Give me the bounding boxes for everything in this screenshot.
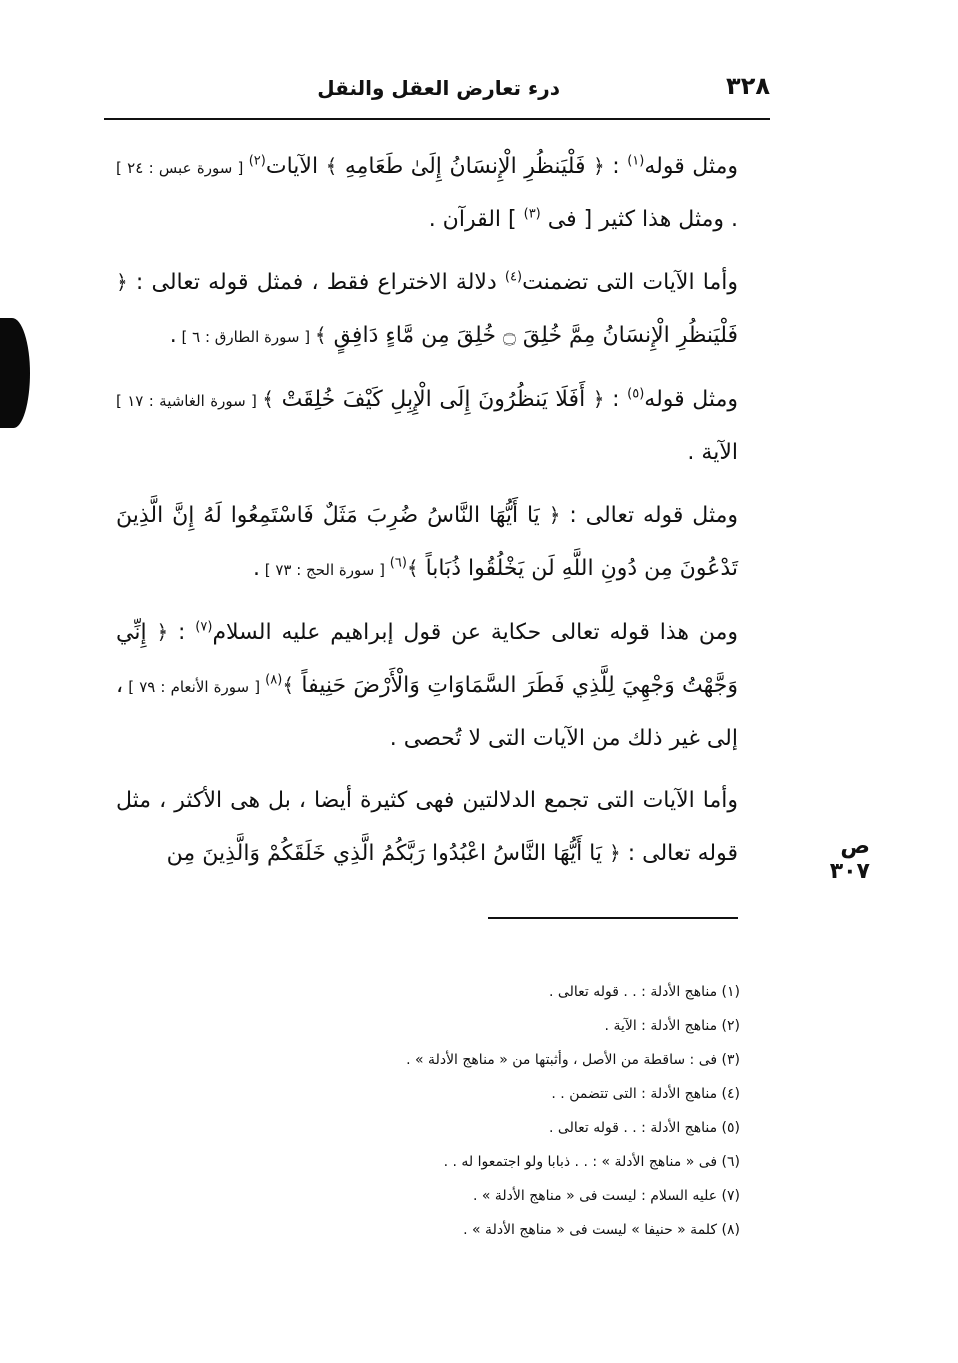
page-number: ٣٢٨ xyxy=(726,72,770,100)
paragraph-5 xyxy=(116,606,738,765)
text-run: : xyxy=(604,387,628,412)
footnote-marker: (٤) xyxy=(504,269,523,285)
margin-page-reference: ص ٣٠٧ xyxy=(829,834,870,884)
text-run: : xyxy=(168,620,196,645)
quran-bracket-close: ﴾ xyxy=(282,673,295,697)
page-header xyxy=(104,70,770,116)
quran-verse: فَلْيَنظُرِ الْإِنسَانُ إِلَىٰ طَعَامِهِ xyxy=(337,154,594,179)
paragraph-2 xyxy=(116,256,738,363)
quran-bracket-close: ﴾ xyxy=(314,323,327,347)
surah-reference: [ سورة الحج : ٧٣ ] xyxy=(259,561,390,579)
surah-reference: [ سورة عبس : ٢٤ ] xyxy=(116,159,249,177)
footnote-marker: (٧) xyxy=(195,619,213,635)
footnote-item: (٧) عليه السلام : ليست فى « مناهج الأدلة » . xyxy=(472,1188,740,1204)
paragraph-4 xyxy=(116,489,738,596)
footnote-item: (٥) مناهج الأدلة : . . قوله تعالى . xyxy=(549,1120,740,1136)
quran-verse: أَفَلَا يَنظُرُونَ إِلَى الْإِبِلِ كَيْفَ خُلِقَتْ xyxy=(273,387,593,412)
footnote-marker: (٨) xyxy=(265,672,283,688)
text-run: الآيات xyxy=(265,154,326,179)
text-run: ] القرآن . xyxy=(428,207,524,232)
quran-bracket-open: ﴿ xyxy=(609,841,621,865)
text-run: وأما الآيات التى تجمع الدلالتين فهى كثيرة أيضا ، بل هى الأكثر ، مثل قوله تعالى : xyxy=(116,788,738,866)
footnotes xyxy=(320,975,740,1247)
text-run: ومن هذا قوله تعالى حكاية عن قول إبراهيم عليه السلام xyxy=(212,620,738,645)
text-run: . xyxy=(169,323,177,348)
paragraph-3 xyxy=(116,373,738,479)
surah-reference: [ سورة الغاشية : ١٧ ] xyxy=(116,392,263,410)
text-run: . xyxy=(252,556,260,581)
footnote-item: (٤) مناهج الأدلة : التى تتضمن . . xyxy=(551,1086,740,1102)
text-run: . ومثل هذا كثير [ فى xyxy=(540,207,738,232)
text-run: ، إلى غير ذلك من الآيات التى لا تُحصى . xyxy=(116,673,738,751)
footnote-marker: (٦) xyxy=(389,555,407,571)
text-run: وأما الآيات التى تضمنت xyxy=(522,270,738,295)
running-title: درء تعارض العقل والنقل xyxy=(317,76,560,100)
main-text xyxy=(116,140,738,890)
footnote-marker: (١) xyxy=(627,153,645,169)
quran-bracket-close: ﴾ xyxy=(406,556,419,580)
quran-verse: فَلْيَنظُرِ الْإِنسَانُ مِمَّ خُلِقَ ۝ خُلِقَ مِن مَّاءٍ دَافِقٍ xyxy=(326,323,738,348)
text-run: الآية . xyxy=(687,440,738,465)
text-run: ومثل قوله تعالى : xyxy=(560,503,739,528)
text-run: : xyxy=(604,154,628,179)
paragraph-6 xyxy=(116,775,738,880)
scan-edge-mark xyxy=(0,318,30,428)
quran-verse: إِنِّي وَجَّهْتُ وَجْهِيَ لِلَّذِي فَطَرَ السَّمَاوَاتِ وَالْأَرْضَ حَنِيفاً xyxy=(116,620,738,698)
surah-reference: [ سورة الأنعام : ٧٩ ] xyxy=(123,678,266,696)
quran-bracket-close: ﴾ xyxy=(325,154,338,178)
footnote-rule xyxy=(488,917,738,919)
footnote-item: (١) مناهج الأدلة : . . قوله تعالى . xyxy=(549,984,740,1000)
quran-bracket-open: ﴿ xyxy=(156,620,169,644)
header-rule xyxy=(104,118,770,120)
quran-bracket-open: ﴿ xyxy=(592,387,605,411)
paragraph-1 xyxy=(116,140,738,246)
quran-verse: يَا أَيُّهَا النَّاسُ اعْبُدُوا رَبَّكُمُ الَّذِي خَلَقَكُمْ وَالَّذِينَ مِن xyxy=(166,841,610,866)
surah-reference: [ سورة الطارق : ٦ ] xyxy=(176,328,315,346)
text-run: ومثل قوله xyxy=(644,387,738,412)
quran-verse: يَا أَيُّهَا النَّاسُ ضُرِبَ مَثَلٌ فَاسْتَمِعُوا لَهُ إِنَّ الَّذِينَ تَدْعُونَ مِن دُونِ اللَّهِ لَن يَخْلُقُوا ذُبَاباً xyxy=(116,503,738,581)
footnote-item: (٣) فى : ساقطة من الأصل ، وأثبتها من « مناهج الأدلة » . xyxy=(406,1052,740,1068)
footnote-item: (٢) مناهج الأدلة : الآية . xyxy=(604,1018,740,1034)
footnote-marker: (٥) xyxy=(627,386,645,402)
footnote-marker: (٣) xyxy=(523,206,541,222)
quran-bracket-open: ﴿ xyxy=(116,270,128,294)
text-run: دلالة الاختراع فقط ، فمثل قوله تعالى : xyxy=(127,270,505,295)
text-run: ومثل قوله xyxy=(644,154,738,179)
quran-bracket-close: ﴾ xyxy=(262,387,274,411)
footnote-item: (٨) كلمة « حنيفا » ليست فى « مناهج الأدلة » . xyxy=(463,1222,740,1238)
quran-bracket-open: ﴿ xyxy=(548,503,561,527)
footnote-item: (٦) فى « مناهج الأدلة » : . . ذبابا ولو اجتمعوا له . . xyxy=(443,1154,740,1170)
quran-bracket-open: ﴿ xyxy=(593,154,605,178)
footnote-marker: (٢) xyxy=(248,153,266,169)
